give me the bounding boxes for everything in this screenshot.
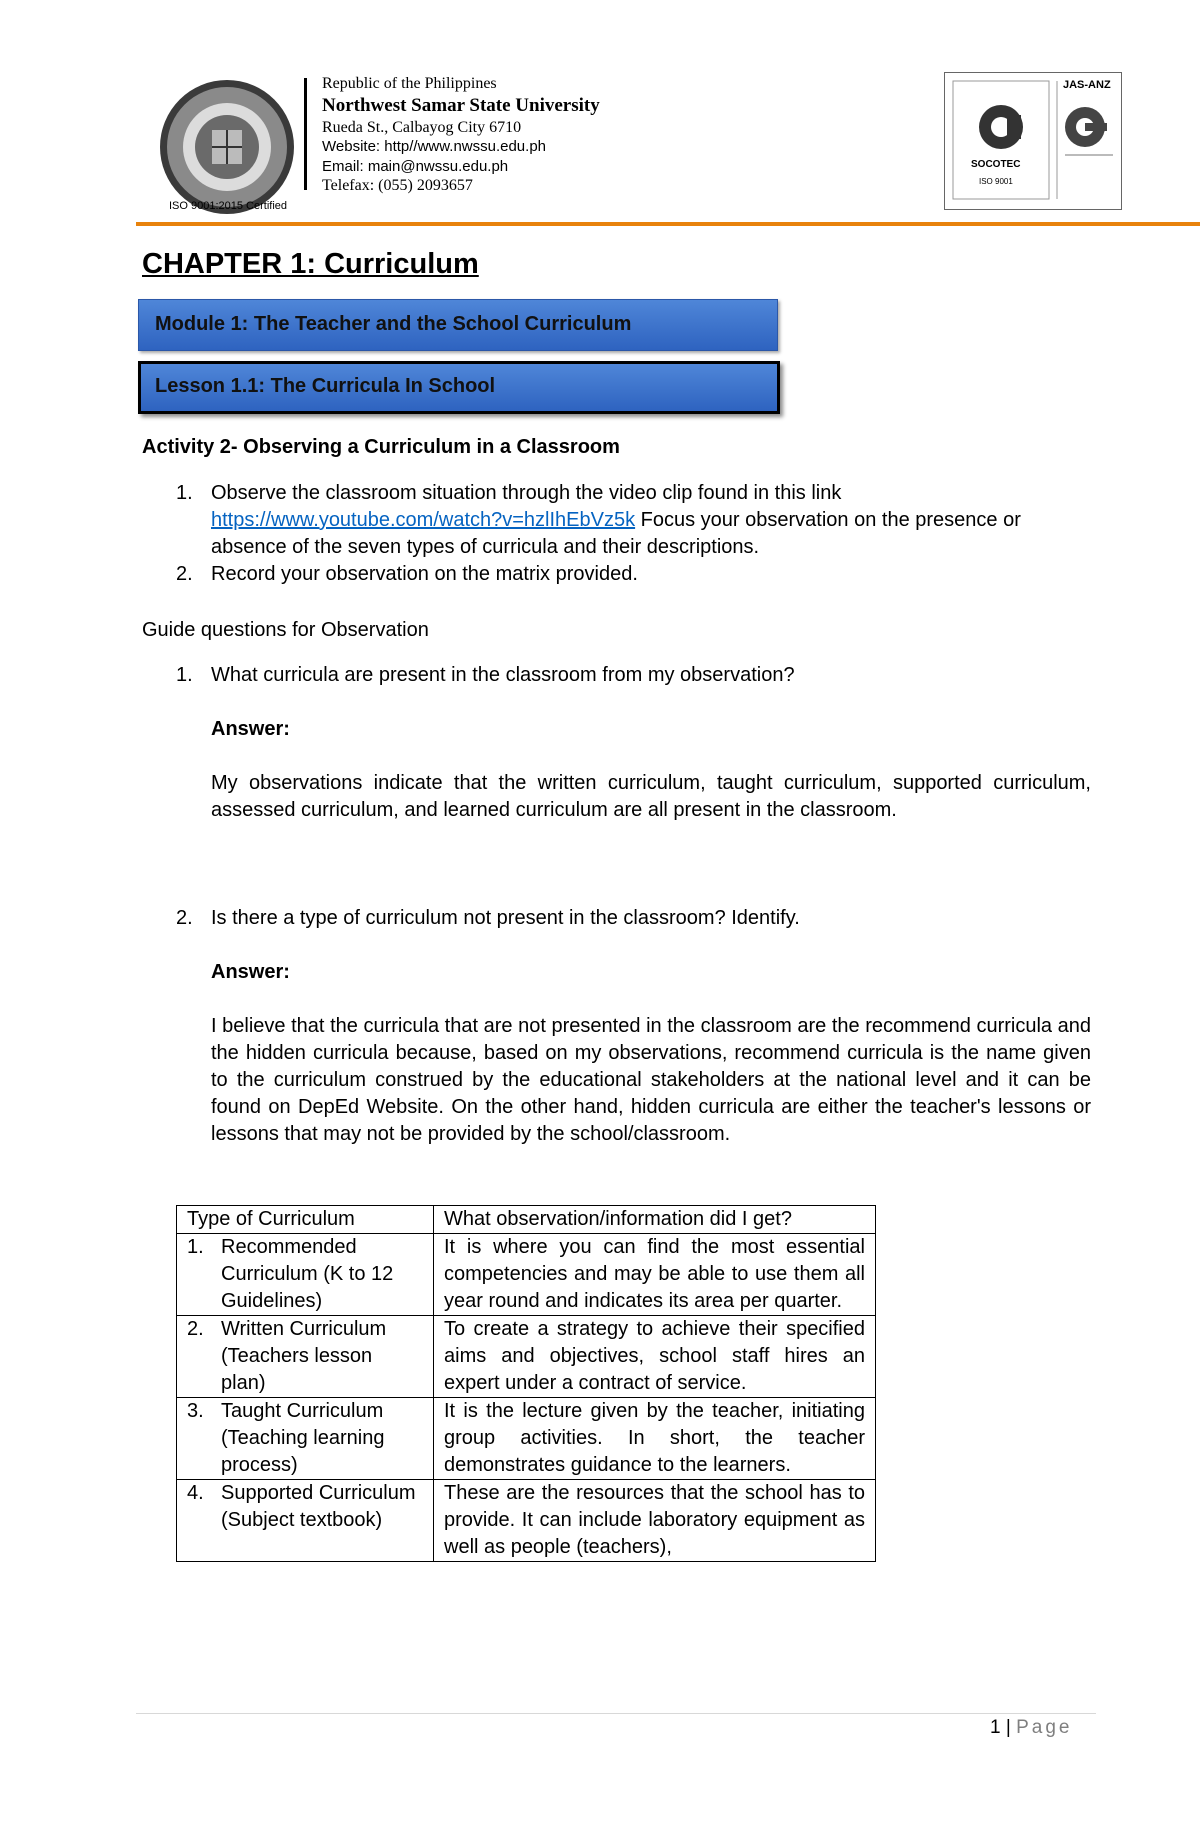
page-number-footer — [990, 1717, 1072, 1739]
answer-text: My observations indicate that the written curriculum, taught curriculum, supported curriculum, assessed curriculum, and learned curriculum are all present in the classroom. — [211, 772, 1091, 821]
telefax-line: Telefax: (055) 2093657 — [322, 177, 473, 194]
socotec-label: SOCOTEC — [971, 159, 1021, 170]
iso-certified-label: ISO 9001:2015 Certified — [168, 200, 288, 212]
lesson-banner — [138, 361, 780, 414]
module-banner — [138, 299, 778, 351]
instruction-number: 1. — [176, 482, 193, 504]
address-line: Rueda St., Calbayog City 6710 — [322, 118, 522, 136]
row-number: 3. — [187, 1400, 204, 1422]
observation-cell: It is where you can find the most essential competencies and may be able to use them all year round and indicates its area per quarter. — [434, 1234, 876, 1316]
table-row — [177, 1316, 876, 1398]
table-header-observation: What observation/information did I get? — [434, 1206, 876, 1234]
iso-9001-label: ISO 9001 — [979, 177, 1013, 186]
question-text: What curricula are present in the classroom from my observation? — [211, 664, 795, 686]
answer-label: Answer: — [211, 961, 290, 983]
university-name: Northwest Samar State University — [322, 94, 600, 116]
table-row — [177, 1480, 876, 1562]
table-header-type: Type of Curriculum — [177, 1206, 434, 1234]
curriculum-type-cell — [177, 1234, 434, 1316]
observation-cell: These are the resources that the school has to provide. It can include laboratory equipment as well as people (teachers), — [434, 1480, 876, 1562]
row-number: 4. — [187, 1482, 204, 1504]
question-text: Is there a type of curriculum not present in the classroom? Identify. — [211, 907, 800, 929]
table-row — [177, 1234, 876, 1316]
row-number: 2. — [187, 1318, 204, 1340]
question-number: 2. — [176, 907, 193, 929]
email-line: Email: main@nwssu.edu.ph — [322, 157, 509, 175]
guide-title: Guide questions for Observation — [142, 619, 429, 641]
instruction-item: Record your observation on the matrix provided. — [211, 563, 638, 585]
university-header — [322, 74, 600, 196]
chapter-title: CHAPTER 1: Curriculum — [142, 248, 479, 280]
curriculum-type: Written Curriculum (Teachers lesson plan) — [221, 1318, 387, 1394]
answer-label: Answer: — [211, 718, 290, 740]
module-title: Module 1: The Teacher and the School Curriculum — [155, 313, 632, 335]
certification-logos — [944, 72, 1122, 210]
page-number: 1 — [990, 1717, 1001, 1738]
observation-cell: It is the lecture given by the teacher, initiating group activities. In short, the teacher demonstrates guidance to the learners. — [434, 1398, 876, 1480]
header-divider — [304, 78, 307, 190]
instruction-text: Observe the classroom situation through the video clip found in this link — [211, 482, 842, 504]
curriculum-type-cell — [177, 1480, 434, 1562]
row-number: 1. — [187, 1236, 204, 1258]
header-rule — [136, 222, 1200, 226]
page-separator: | — [1005, 1717, 1011, 1738]
curriculum-type-cell — [177, 1316, 434, 1398]
table-row — [177, 1398, 876, 1480]
university-seal-logo — [158, 78, 296, 216]
answer-text: I believe that the curricula that are not presented in the classroom are the recommend curricula and the hidden curricula because, based on my observations, recommend curricula is the name given to the curriculum construed by the educational stakeholders at the national level and it can be found on DepEd Website. On the other hand, hidden curricula are either the teacher's lessons or lessons that may not be provided by the school/classroom. — [211, 1015, 1091, 1145]
page-label: Page — [1016, 1717, 1073, 1738]
activity-title: Activity 2- Observing a Curriculum in a Classroom — [142, 436, 620, 458]
jas-anz-label: JAS-ANZ — [1063, 79, 1111, 91]
instruction-text-after: Focus your observation on the presence or absence of the seven types of curricula and their descriptions. — [211, 509, 1021, 558]
website-line: Website: http//www.nwssu.edu.ph — [322, 138, 547, 155]
country-line: Republic of the Philippines — [322, 75, 497, 92]
instruction-number: 2. — [176, 563, 193, 585]
table-header-row — [177, 1206, 876, 1234]
lesson-title: Lesson 1.1: The Curricula In School — [155, 375, 496, 397]
observation-matrix — [176, 1205, 876, 1562]
curriculum-type-cell — [177, 1398, 434, 1480]
curriculum-type: Taught Curriculum (Teaching learning process) — [221, 1400, 385, 1476]
instruction-item — [211, 480, 1061, 561]
question-number: 1. — [176, 664, 193, 686]
observation-cell: To create a strategy to achieve their specified aims and objectives, school staff hires an expert under a contract of service. — [434, 1316, 876, 1398]
video-link[interactable]: https://www.youtube.com/watch?v=hzlIhEbVz5k — [211, 509, 636, 531]
curriculum-type: Supported Curriculum (Subject textbook) — [221, 1482, 416, 1531]
curriculum-type: Recommended Curriculum (K to 12 Guidelines) — [221, 1236, 394, 1312]
footer-rule — [136, 1713, 1096, 1714]
certification-logo-graphics — [945, 73, 1121, 209]
